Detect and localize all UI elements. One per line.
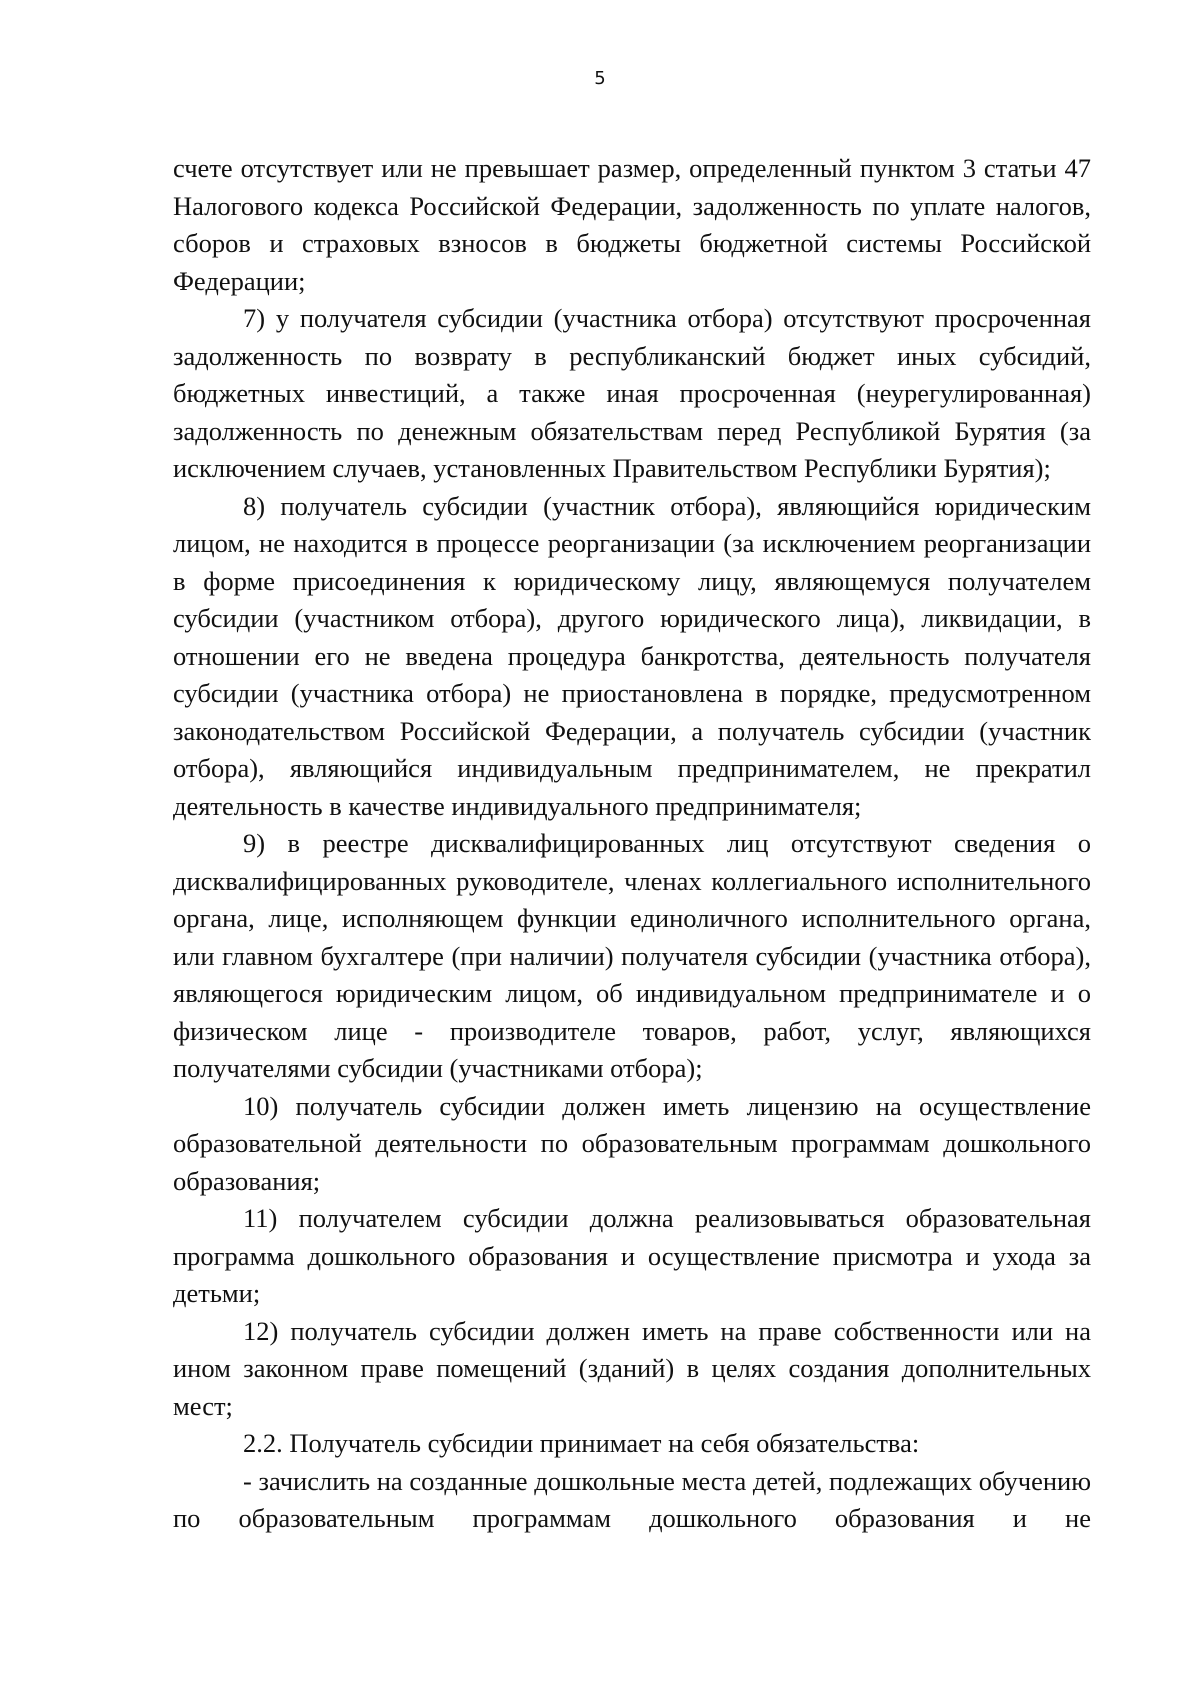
paragraph-item-8: 8) получатель субсидии (участник отбора), являющийся юридическим лицом, не находится в процессе реорганизации (за исключением реорганизации в форме присоединения к юридическому лицу, являющемуся получателем субсидии (участником отбора), другого юридического лица), ликвидации, в отношении его не введена процедура банкротства, деятельность получателя субсидии (участника отбора) не приостановлена в порядке, предусмотренном законодательством Российской Федерации, а получатель субсидии (участник отбора), являющийся индивидуальным предпринимателем, не прекратил деятельность в качестве индивидуального предпринимателя; <box>173 490 1091 821</box>
paragraph-item-9: 9) в реестре дисквалифицированных лиц отсутствуют сведения о дисквалифицированных руководителе, членах коллегиального исполнительного органа, лице, исполняющем функции единоличного исполнительного органа, или главном бухгалтере (при наличии) получателя субсидии (участника отбора), являющегося юридическим лицом, об индивидуальном предпринимателе и о физическом лице - производителе товаров, работ, услуг, являющихся получателями субсидии (участниками отбора); <box>173 828 1091 1083</box>
paragraph-item-10: 10) получатель субсидии должен иметь лицензию на осуществление образовательной деятельности по образовательным программам дошкольного образования; <box>173 1090 1091 1196</box>
paragraph-item-7: 7) у получателя субсидии (участника отбора) отсутствуют просроченная задолженность по возврату в республиканский бюджет иных субсидий, бюджетных инвестиций, а также иная просроченная (неурегулированная) задолженность по денежным обязательствам перед Республикой Бурятия (за исключением случаев, установленных Правительством Республики Бурятия); <box>173 303 1091 483</box>
document-body <box>173 150 1091 1538</box>
page-number: 5 <box>594 68 606 89</box>
paragraph-continuation: счете отсутствует или не превышает размер, определенный пунктом 3 статьи 47 Налогового кодекса Российской Федерации, задолженность по уплате налогов, сборов и страховых взносов в бюджеты бюджетной системы Российской Федерации; <box>173 153 1091 296</box>
paragraph-item-11: 11) получателем субсидии должна реализовываться образовательная программа дошкольного образования и осуществление присмотра и ухода за детьми; <box>173 1203 1091 1308</box>
paragraph-obligation-1: - зачислить на созданные дошкольные места детей, подлежащих обучению по образовательным программам дошкольного образования и не <box>173 1465 1091 1533</box>
paragraph-item-12: 12) получатель субсидии должен иметь на праве собственности или на ином законном праве помещений (зданий) в целях создания дополнительных мест; <box>173 1315 1091 1421</box>
paragraph-section-2-2: 2.2. Получатель субсидии принимает на себя обязательства: <box>243 1428 920 1458</box>
